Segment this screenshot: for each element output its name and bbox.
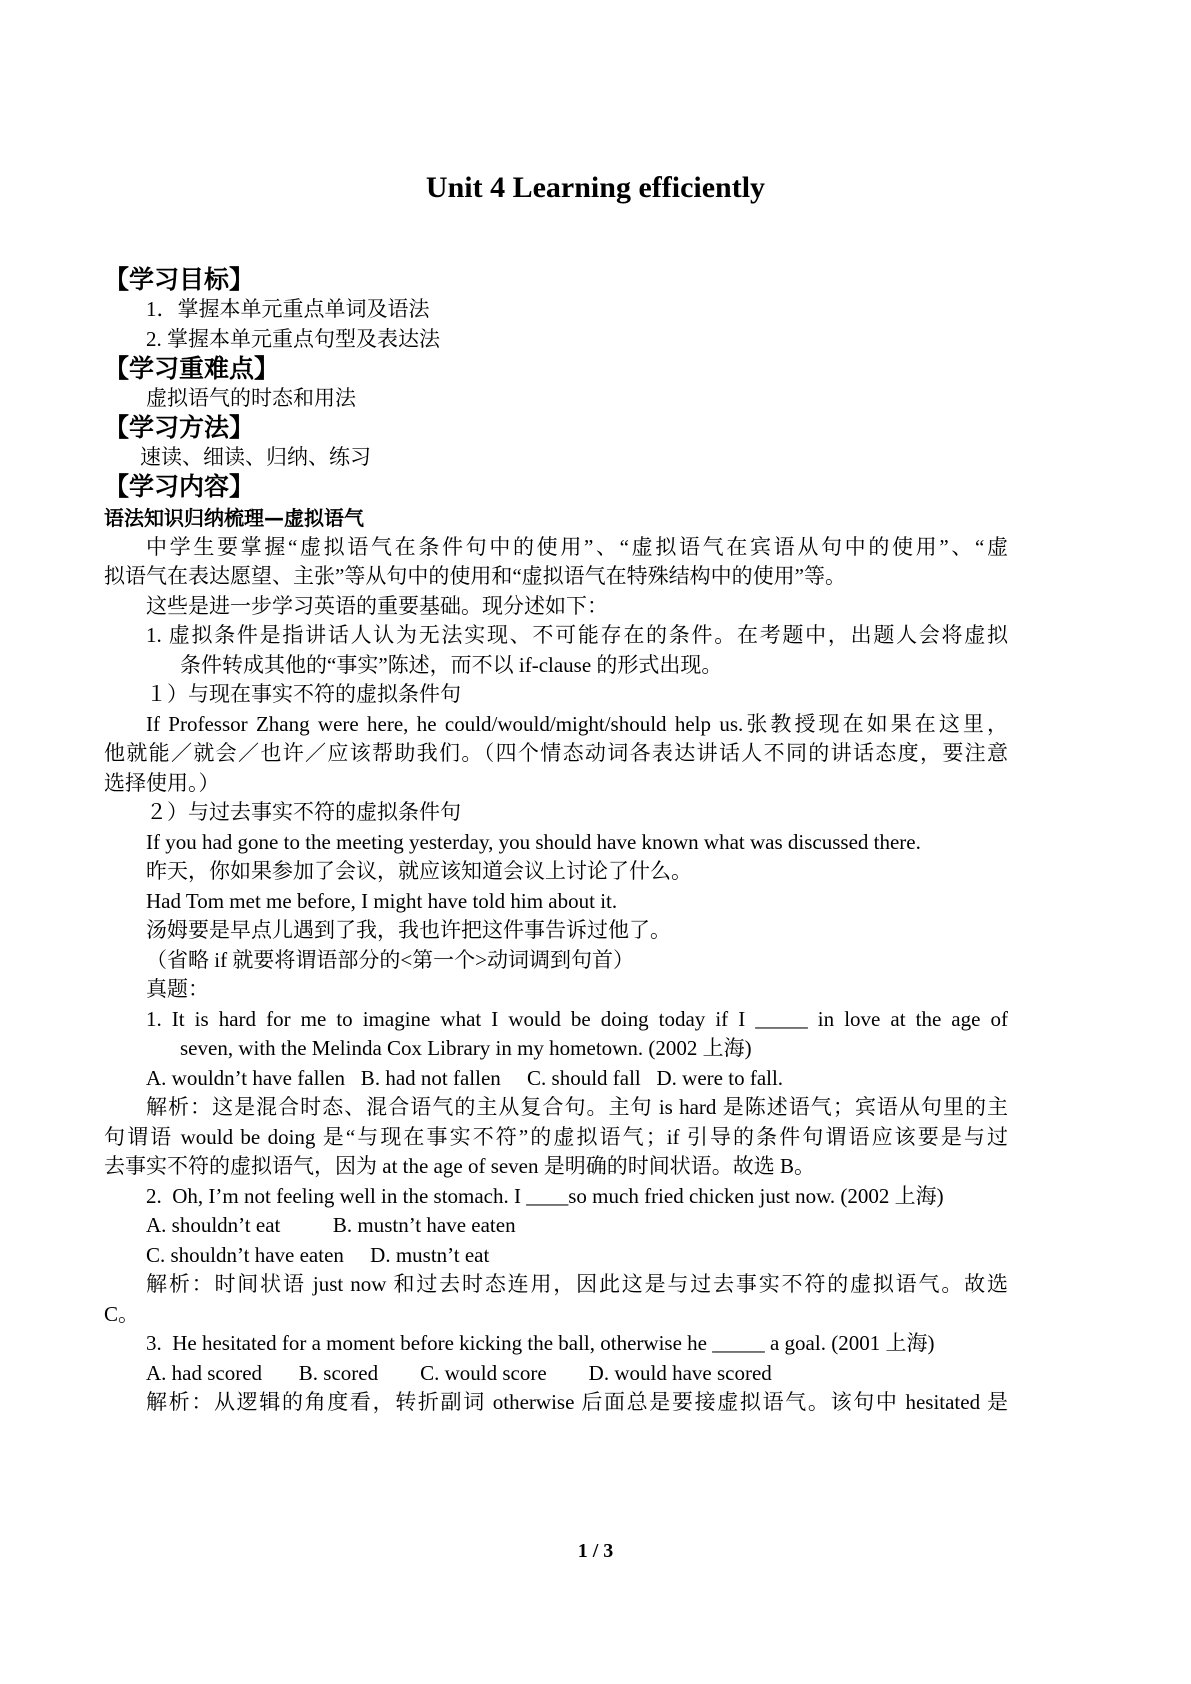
paragraph-line: 这些是进一步学习英语的重要基础。现分述如下：: [146, 594, 608, 618]
question-2-analysis: 解析：时间状语 just now 和过去时态连用，因此这是与过去事实不符的虚拟语气。故选: [146, 1272, 1008, 1296]
question-2-options: C. shouldn’t have eaten D. mustn’t eat: [146, 1243, 490, 1267]
methods-text: 速读、细读、归纳、练习: [140, 445, 371, 469]
example-translation: 他就能／就会／也许／应该帮助我们。（四个情态动词各表达讲话人不同的讲话态度，要注意: [104, 741, 1008, 765]
key-points-text: 虚拟语气的时态和用法: [146, 386, 356, 410]
example-translation: 昨天，你如果参加了会议，就应该知道会议上讨论了什么。: [146, 859, 692, 883]
example-sentence: If Professor Zhang were here, he could/would/might/should help us.张教授现在如果在这里，: [146, 712, 1008, 736]
question-2-analysis-cont: C。: [104, 1302, 140, 1326]
page-number: 1 / 3: [577, 1540, 614, 1562]
paragraph-line: 拟语气在表达愿望、主张”等从句中的使用和“虚拟语气在特殊结构中的使用”等。: [104, 564, 846, 588]
question-1: 1. It is hard for me to imagine what I would be doing today if I _____ in love at the age of: [146, 1007, 1008, 1031]
question-1-options: A. wouldn’t have fallen B. had not fallen C. should fall D. were to fall.: [146, 1066, 784, 1090]
numbered-point-1-cont: 条件转成其他的“事实”陈述，而不以 if-clause 的形式出现。: [180, 653, 723, 677]
question-3-analysis: 解析：从逻辑的角度看，转折副词 otherwise 后面总是要接虚拟语气。该句中 hesitated 是: [146, 1390, 1008, 1414]
question-1-analysis: 解析：这是混合时态、混合语气的主从复合句。主句 is hard 是陈述语气；宾语从句里的主: [146, 1095, 1008, 1119]
question-2-options: A. shouldn’t eat B. mustn’t have eaten: [146, 1213, 516, 1237]
section-heading-objectives: 【学习目标】: [104, 265, 255, 294]
exam-label: 真题：: [146, 977, 209, 1001]
section-heading-methods: 【学习方法】: [104, 413, 255, 442]
page-title: Unit 4 Learning efficiently: [425, 171, 766, 204]
paragraph-line: 中学生要掌握“虚拟语气在条件句中的使用”、“虚拟语气在宾语从句中的使用”、“虚: [146, 535, 1008, 559]
example-sentence: If you had gone to the meeting yesterday, you should have known what was discussed there.: [146, 830, 921, 854]
objective-item-2: 2. 掌握本单元重点句型及表达法: [146, 327, 440, 351]
note-text: （省略 if 就要将谓语部分的<第一个>动词调到句首）: [146, 948, 635, 972]
question-2: 2. Oh, I’m not feeling well in the stomach. I ____so much fried chicken just now. (2002 上海): [146, 1184, 944, 1208]
grammar-subheading: 语法知识归纳梳理—虚拟语气: [104, 506, 364, 530]
section-heading-key-points: 【学习重难点】: [104, 354, 280, 383]
objective-item-1: 1．掌握本单元重点单词及语法: [146, 297, 430, 321]
question-3: 3. He hesitated for a moment before kicking the ball, otherwise he _____ a goal. (2001 上海): [146, 1331, 935, 1355]
question-1-analysis-cont: 句谓语 would be doing 是“与现在事实不符”的虚拟语气；if 引导的条件句谓语应该要是与过: [104, 1125, 1008, 1149]
section-heading-content: 【学习内容】: [104, 472, 255, 501]
subpoint-present: １）与现在事实不符的虚拟条件句: [146, 682, 461, 706]
question-1-cont: seven, with the Melinda Cox Library in my hometown. (2002 上海): [180, 1036, 752, 1060]
numbered-point-1: 1. 虚拟条件是指讲话人认为无法实现、不可能存在的条件。在考题中，出题人会将虚拟: [146, 623, 1008, 647]
example-translation: 汤姆要是早点儿遇到了我，我也许把这件事告诉过他了。: [146, 918, 671, 942]
question-1-analysis-cont: 去事实不符的虚拟语气，因为 at the age of seven 是明确的时间状语。故选 B。: [104, 1154, 816, 1178]
example-sentence: Had Tom met me before, I might have told him about it.: [146, 889, 618, 913]
subpoint-past: ２）与过去事实不符的虚拟条件句: [146, 800, 461, 824]
example-translation-cont: 选择使用。）: [104, 771, 220, 795]
question-3-options: A. had scored B. scored C. would score D. would have scored: [146, 1361, 772, 1385]
